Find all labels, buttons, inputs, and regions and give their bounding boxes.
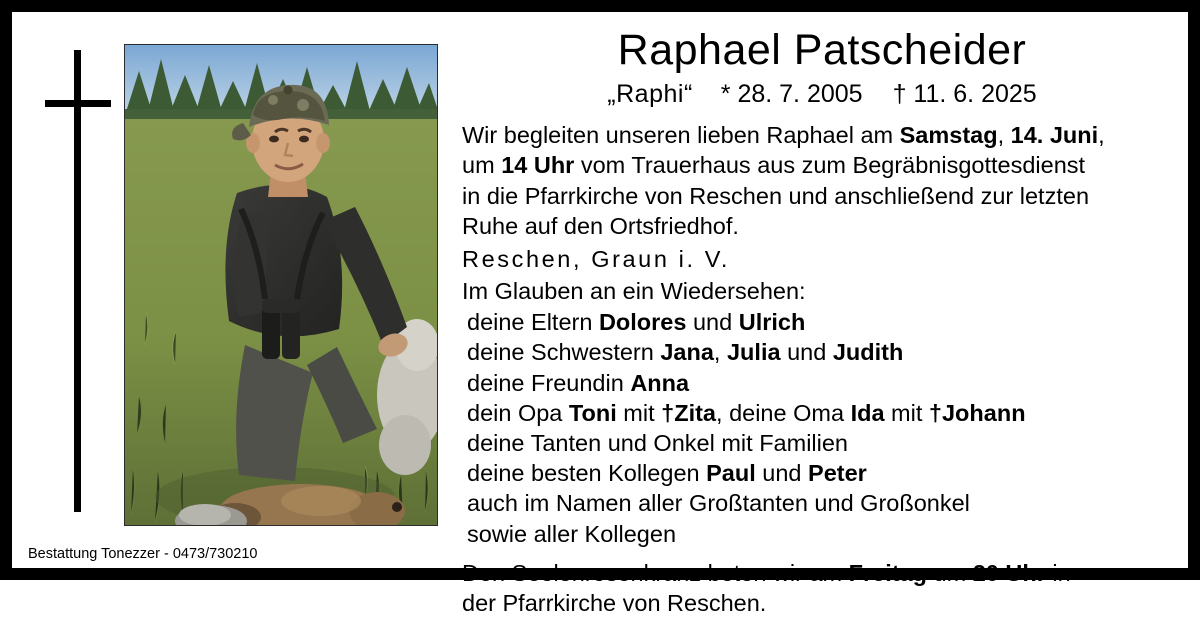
portrait-photo-graphic bbox=[125, 45, 437, 525]
notice-inner bbox=[12, 12, 1188, 616]
family-row-all-colleagues: sowie aller Kollegen bbox=[467, 520, 677, 547]
announcement-line-1-text-a: Wir begleiten unseren lieben Raphael am bbox=[462, 122, 900, 149]
cross-vertical-bar bbox=[74, 50, 81, 512]
rosary-text-c: in bbox=[1045, 559, 1071, 586]
rosary-line-2: der Pfarrkirche von Reschen. bbox=[462, 589, 767, 616]
rosary-time: 20 Uhr bbox=[972, 559, 1046, 586]
rosary-text-a: Den Seelenrosenkranz beten wir am bbox=[462, 559, 849, 586]
funeral-announcement bbox=[462, 120, 1182, 241]
announcement-line-3: in die Pfarrkirche von Reschen und anschließend zur letzten bbox=[462, 182, 1090, 209]
place-line: Reschen, Graun i. V. bbox=[462, 245, 730, 272]
rosary-line-1 bbox=[462, 558, 1182, 588]
announcement-line-2-text-a: um bbox=[462, 152, 502, 179]
announcement-line-2 bbox=[462, 150, 1182, 180]
family-row-sisters: deine Schwestern Jana, Julia und Judith bbox=[467, 339, 904, 366]
family-row-greataunts: auch im Namen aller Großtanten und Großonkel bbox=[467, 490, 970, 517]
cross-symbol bbox=[12, 12, 120, 532]
announcement-line-1 bbox=[462, 120, 1182, 150]
portrait-photo bbox=[124, 44, 438, 526]
nickname: „Raphi“ bbox=[607, 80, 693, 109]
announcement-line-1-text-c: , bbox=[1098, 122, 1105, 149]
rosary-text-b: um bbox=[927, 559, 973, 586]
family-list bbox=[462, 307, 1182, 549]
death-date: † 11. 6. 2025 bbox=[892, 80, 1037, 109]
family-row-aunts-uncles: deine Tanten und Onkel mit Familien bbox=[467, 430, 849, 457]
cross-horizontal-bar bbox=[45, 100, 111, 107]
announcement-line-4: Ruhe auf den Ortsfriedhof. bbox=[462, 212, 739, 239]
birth-date: * 28. 7. 2005 bbox=[720, 80, 863, 109]
announcement-weekday: Samstag bbox=[899, 122, 998, 149]
deceased-name: Raphael Patscheider bbox=[617, 26, 1027, 74]
faith-line: Im Glauben an ein Wiedersehen: bbox=[462, 278, 806, 305]
family-row-colleagues: deine besten Kollegen Paul und Peter bbox=[467, 460, 867, 487]
family-row-grandparents: dein Opa Toni mit †Zita, deine Oma Ida mit †Johann bbox=[467, 399, 1026, 426]
rosary-announcement bbox=[462, 558, 1182, 618]
funeral-home-credit: Bestattung Tonezzer - 0473/730210 bbox=[28, 546, 258, 562]
announcement-line-2-text-b: vom Trauerhaus aus zum Begräbnisgottesdienst bbox=[574, 152, 1086, 179]
announcement-line-1-text-b: , bbox=[997, 122, 1011, 149]
family-row-girlfriend: deine Freundin Anna bbox=[467, 369, 690, 396]
notice-text-column bbox=[462, 26, 1182, 618]
dates-line bbox=[462, 80, 1182, 109]
announcement-date: 14. Juni bbox=[1010, 122, 1099, 149]
rosary-weekday: Freitag bbox=[848, 559, 928, 586]
announcement-time: 14 Uhr bbox=[501, 152, 575, 179]
family-row-parents: deine Eltern Dolores und Ulrich bbox=[467, 309, 806, 336]
